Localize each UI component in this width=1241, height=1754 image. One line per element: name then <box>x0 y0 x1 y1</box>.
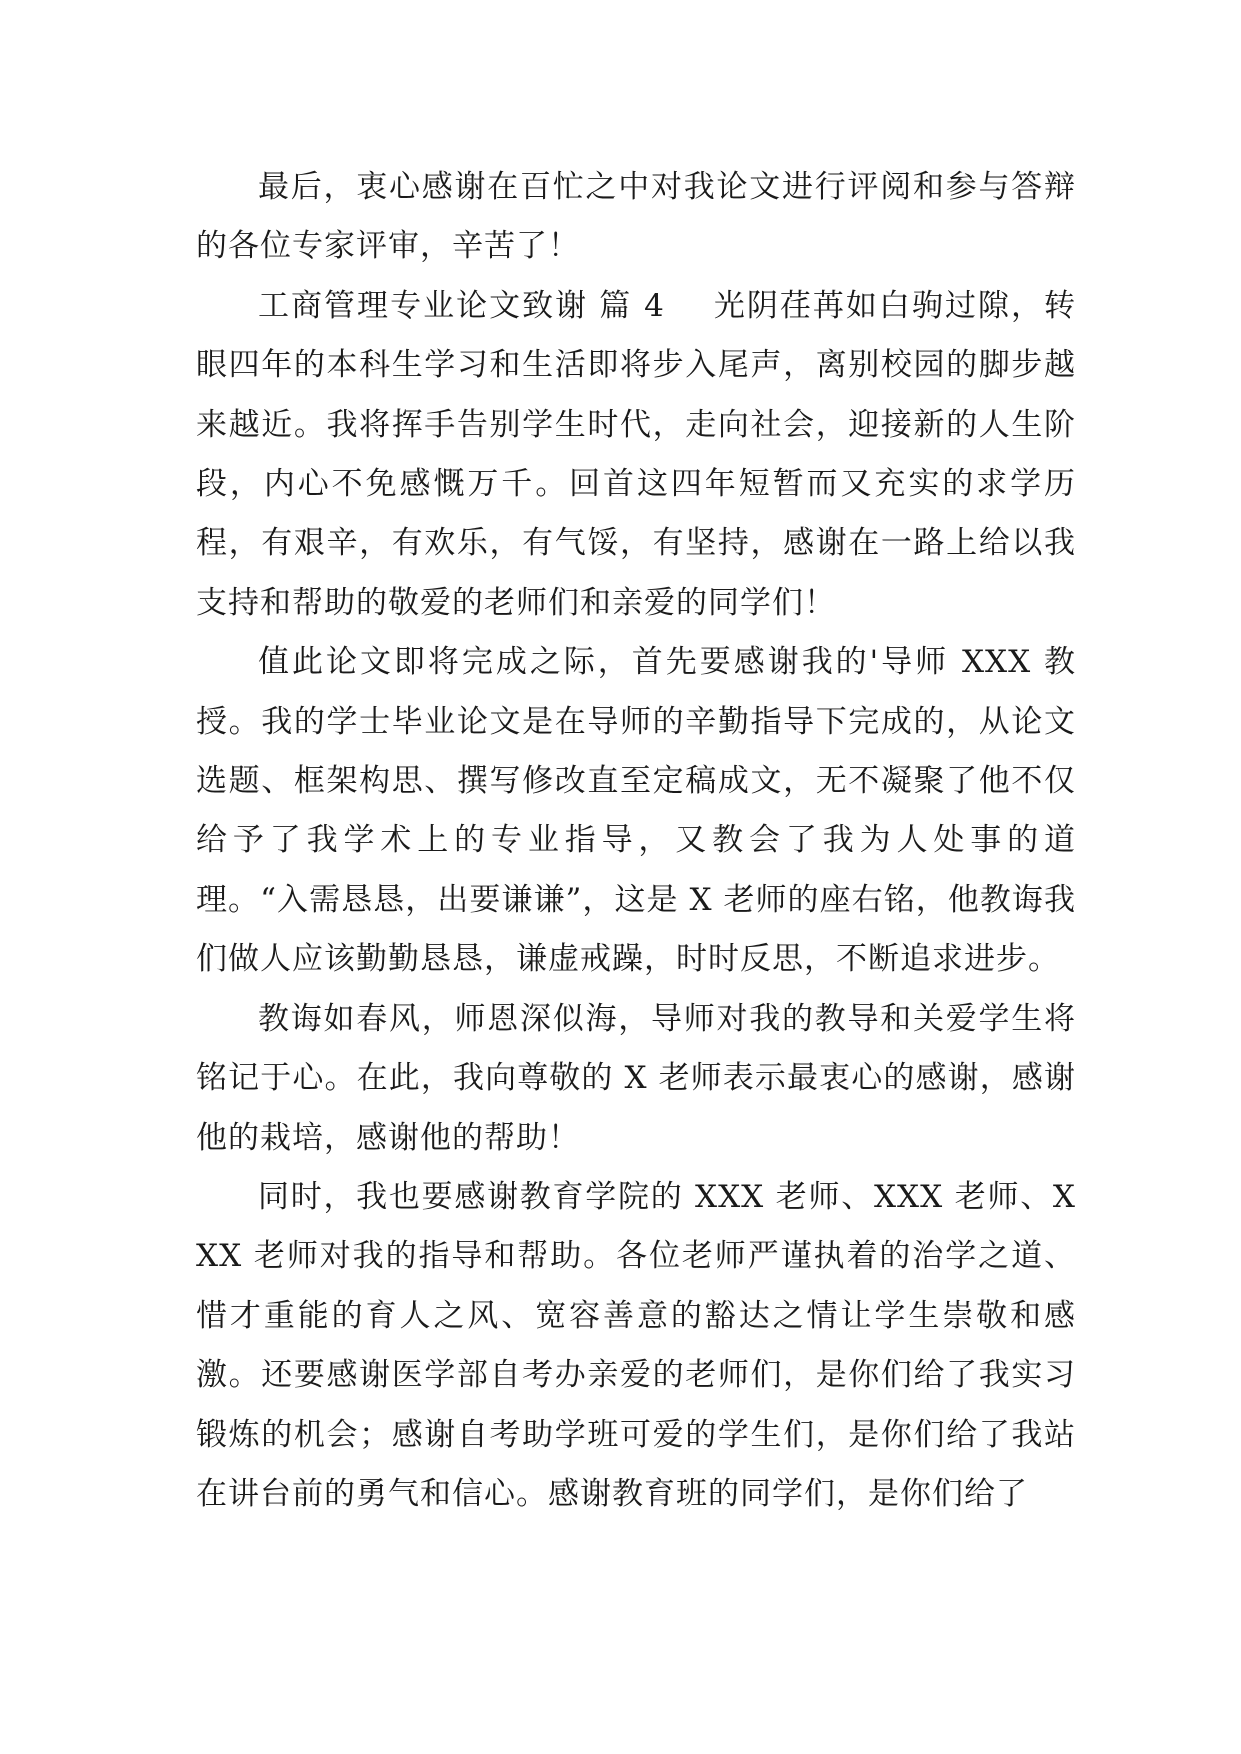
paragraph-text: 最后，衷心感谢在百忙之中对我论文进行评阅和参与答辩的各位专家评审，辛苦了！ <box>196 169 1076 265</box>
paragraph-text: 光阴荏苒如白驹过隙，转眼四年的本科生学习和生活即将步入尾声，离别校园的脚步越来越近。我将挥手告别学生时代，走向社会，迎接新的人生阶段，内心不免感慨万千。回首这四年短暂而又充实的求学历程，有艰辛，有欢乐，有气馁，有坚持，感谢在一路上给以我支持和帮助的敬爱的老师们和亲爱的同学们！ <box>196 287 1077 621</box>
paragraph-closing-thanks <box>196 158 1076 277</box>
paragraph-text: 教诲如春风，师恩深似海，导师对我的教导和关爱学生将铭记于心。在此，我向尊敬的 X 老师表示最衷心的感谢，感谢他的栽培，感谢他的帮助！ <box>196 1000 1076 1156</box>
paragraph-section-4-intro <box>196 277 1076 633</box>
section-heading: 工商管理专业论文致谢 <box>258 287 589 324</box>
paragraph-advisor-thanks <box>196 633 1076 989</box>
paragraph-text: 同时，我也要感谢教育学院的 XXX 老师、XXX 老师、XXX 老师对我的指导和帮助。各位老师严谨执着的治学之道、惜才重能的育人之风、宽容善意的豁达之情让学生崇敬和感激。还要感谢医学部自考办亲爱的老师们，是你们给了我实习锻炼的机会；感谢自考助学班可爱的学生们，是你们给了我站在讲台前的勇气和信心。感谢教育班的同学们，是你们给了 <box>196 1178 1076 1512</box>
paragraph-faculty-thanks <box>196 1168 1076 1524</box>
document-body <box>196 158 1076 1524</box>
paragraph-teacher-gratitude <box>196 990 1076 1168</box>
paragraph-text: 值此论文即将完成之际，首先要感谢我的'导师 XXX 教授。我的学士毕业论文是在导师的辛勤指导下完成的，从论文选题、框架构思、撰写修改直至定稿成文，无不凝聚了他不仅给予了我学术上的专业指导，又教会了我为人处事的道理。“入需恳恳，出要谦谦”，这是 X 老师的座右铭，他教诲我们做人应该勤勤恳恳，谦虚戒躁，时时反思，不断追求进步。 <box>196 644 1076 978</box>
section-label: 篇 4 <box>598 287 665 324</box>
